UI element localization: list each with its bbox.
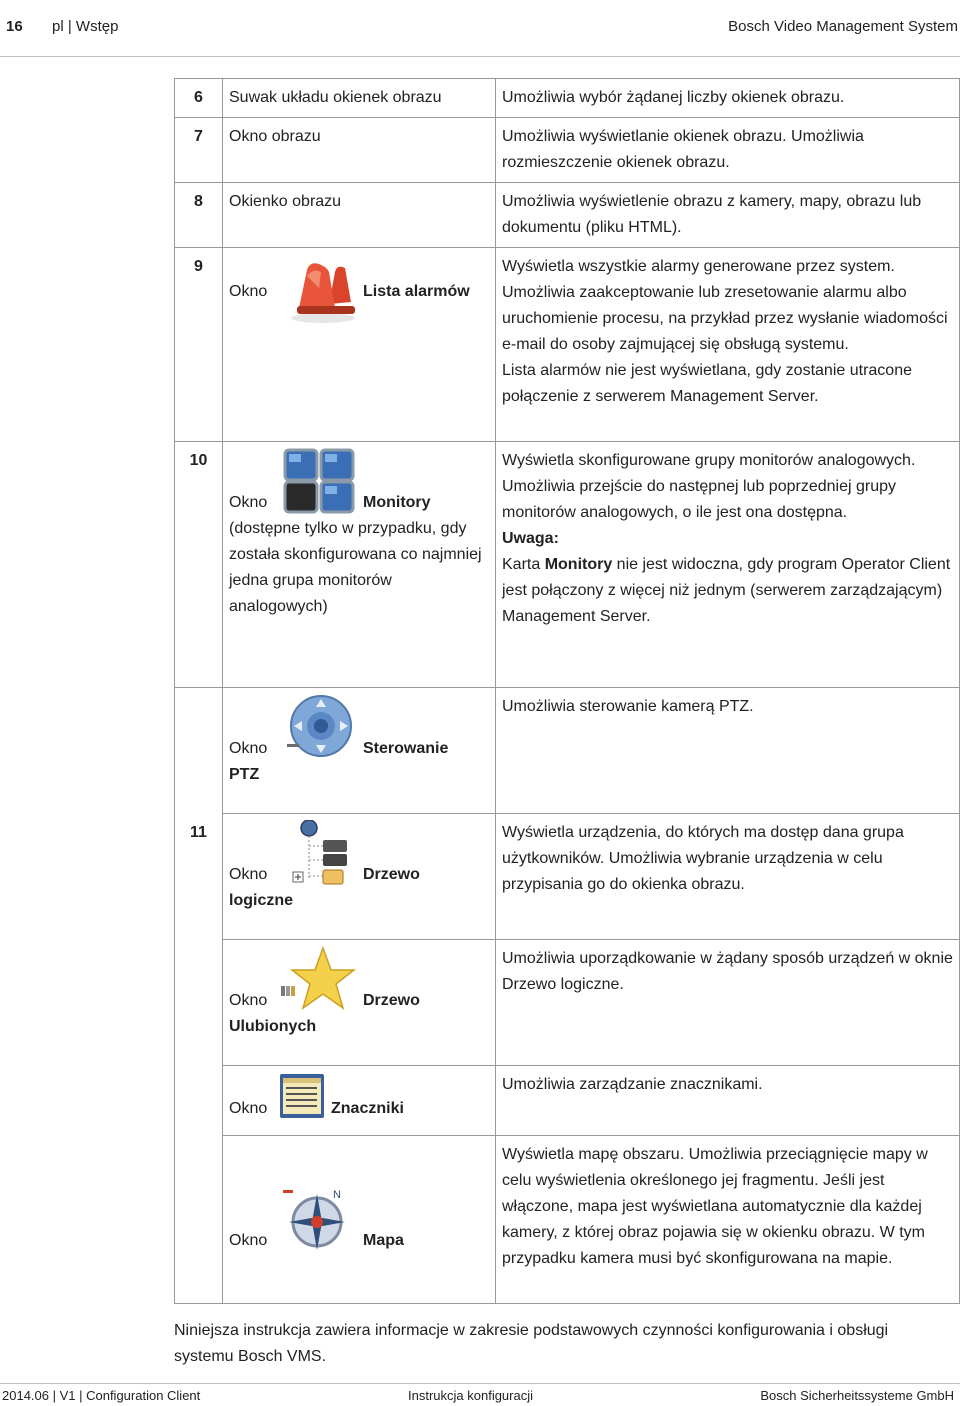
ui-elements-table (174, 78, 960, 1304)
name-line2: PTZ (229, 766, 260, 783)
element-name: Okno obrazu (223, 118, 496, 183)
row-number: 10 (175, 442, 223, 688)
note-text (502, 552, 953, 630)
name-note: (dostępne tylko w przypadku, gdy została skonfigurowana co najmniej jedna grupa monitorów analogowych) (229, 520, 482, 615)
table-row (175, 79, 960, 118)
name-bold: Znaczniki (331, 1100, 404, 1117)
name-prefix: Okno (229, 866, 268, 883)
description-paragraph: Umożliwia przejście do następnej lub poprzedniej grupy monitorów analogowych, o ile jest ona dostępna. (502, 478, 896, 521)
name-line2: logiczne (229, 892, 294, 909)
row-number: 6 (175, 79, 223, 118)
table-row (175, 442, 960, 688)
element-name: Suwak układu okienek obrazu (223, 79, 496, 118)
description-paragraph: Lista alarmów nie jest wyświetlana, gdy zostanie utracone połączenie z serwerem Management Server. (502, 362, 912, 405)
logical-tree-icon (279, 820, 357, 888)
element-name (223, 1136, 496, 1304)
name-prefix: Okno (229, 992, 268, 1009)
alarm-siren-icon (279, 258, 357, 326)
table-row (175, 183, 960, 248)
name-bold: Drzewo (363, 992, 420, 1009)
name-line2: Ulubionych (229, 1018, 317, 1035)
name-bold: Monitory (363, 494, 431, 511)
page-header (0, 0, 960, 57)
name-bold: Drzewo (363, 866, 420, 883)
description-paragraph: Wyświetla wszystkie alarmy generowane przez system. Umożliwia zaakceptowanie lub zresetowanie alarmu albo uruchomienie procesu, na przykład przez wysłanie wiadomości e-mail do osoby zajmującej się obsługą systemu. (502, 258, 948, 353)
description-paragraph: Wyświetla skonfigurowane grupy monitorów analogowych. (502, 452, 916, 469)
row-number: 7 (175, 118, 223, 183)
footer-doc-title: Instrukcja konfiguracji (408, 1388, 533, 1403)
note-text-bold: Monitory (544, 556, 613, 573)
name-prefix: Okno (229, 494, 268, 511)
note-label: Uwaga: (502, 530, 559, 547)
element-description (496, 248, 960, 442)
table-row (175, 118, 960, 183)
name-prefix: Okno (229, 283, 268, 300)
row-number: 11 (175, 814, 223, 940)
star-favorites-icon (279, 946, 357, 1014)
table-row (175, 688, 960, 814)
body-note: Niniejsza instrukcja zawiera informacje w zakresie podstawowych czynności konfigurowania i obsługi systemu Bosch VMS. (174, 1322, 889, 1365)
footer-version: 2014.06 | V1 | Configuration Client (2, 1388, 201, 1403)
name-prefix: Okno (229, 740, 268, 757)
element-description: Wyświetla urządzenia, do których ma dostęp dana grupa użytkowników. Umożliwia wybranie urządzenia w celu przypisania go do okienka obrazu. (496, 814, 960, 940)
row-number: 8 (175, 183, 223, 248)
element-description: Umożliwia zarządzanie znacznikami. (496, 1066, 960, 1136)
element-name (223, 940, 496, 1066)
row-number-empty (175, 688, 223, 814)
element-name: Okienko obrazu (223, 183, 496, 248)
row-number-empty (175, 1066, 223, 1136)
element-name (223, 688, 496, 814)
svg-text:N: N (333, 1188, 341, 1201)
element-description (496, 442, 960, 688)
footer-company: Bosch Sicherheitssysteme GmbH (760, 1388, 954, 1403)
compass-map-icon (279, 1186, 357, 1254)
table-row (175, 248, 960, 442)
page-number: 16 (6, 18, 23, 35)
element-description: Umożliwia uporządkowanie w żądany sposób urządzeń w oknie Drzewo logiczne. (496, 940, 960, 1066)
note-text-start: Karta (502, 556, 545, 573)
element-description: Umożliwia wyświetlenie obrazu z kamery, mapy, obrazu lub dokumentu (pliku HTML). (496, 183, 960, 248)
row-number: 9 (175, 248, 223, 442)
element-name (223, 814, 496, 940)
monitor-grid-icon (279, 448, 357, 516)
element-name (223, 442, 496, 688)
table-row (175, 814, 960, 940)
page-footer (0, 1383, 960, 1406)
name-bold: Mapa (363, 1231, 404, 1249)
product-name: Bosch Video Management System (728, 18, 958, 35)
table-row (175, 1136, 960, 1304)
element-description: Umożliwia sterowanie kamerą PTZ. (496, 688, 960, 814)
element-name (223, 248, 496, 442)
element-name (223, 1066, 496, 1136)
bookmark-list-icon (277, 1072, 327, 1122)
name-bold: Lista alarmów (363, 283, 470, 300)
row-number-empty (175, 1136, 223, 1304)
row-number-empty (175, 940, 223, 1066)
note-text-end: nie jest widoczna, gdy program Operator Client jest połączony z więcej niż jednym (serwerem zarządzającym) Management Server. (502, 556, 951, 625)
name-prefix: Okno (229, 1100, 268, 1117)
element-description: Umożliwia wyświetlanie okienek obrazu. Umożliwia rozmieszczenie okienek obrazu. (496, 118, 960, 183)
ptz-joystick-icon (279, 694, 357, 762)
element-description: Umożliwia wybór żądanej liczby okienek obrazu. (496, 79, 960, 118)
section-title: pl | Wstęp (52, 18, 119, 35)
element-description: Wyświetla mapę obszaru. Umożliwia przeciągnięcie mapy w celu wyświetlenia określonego jej fragmentu. Jeśli jest włączone, mapa jest wyświetlana automatycznie dla każdej kamery, z której obraz pojawia się w okienku obrazu. W tym przypadku kamera musi być skonfigurowana na mapie. (496, 1136, 960, 1304)
name-bold: Sterowanie (363, 740, 449, 757)
name-prefix: Okno (229, 1231, 268, 1249)
table-row (175, 940, 960, 1066)
table-row (175, 1066, 960, 1136)
